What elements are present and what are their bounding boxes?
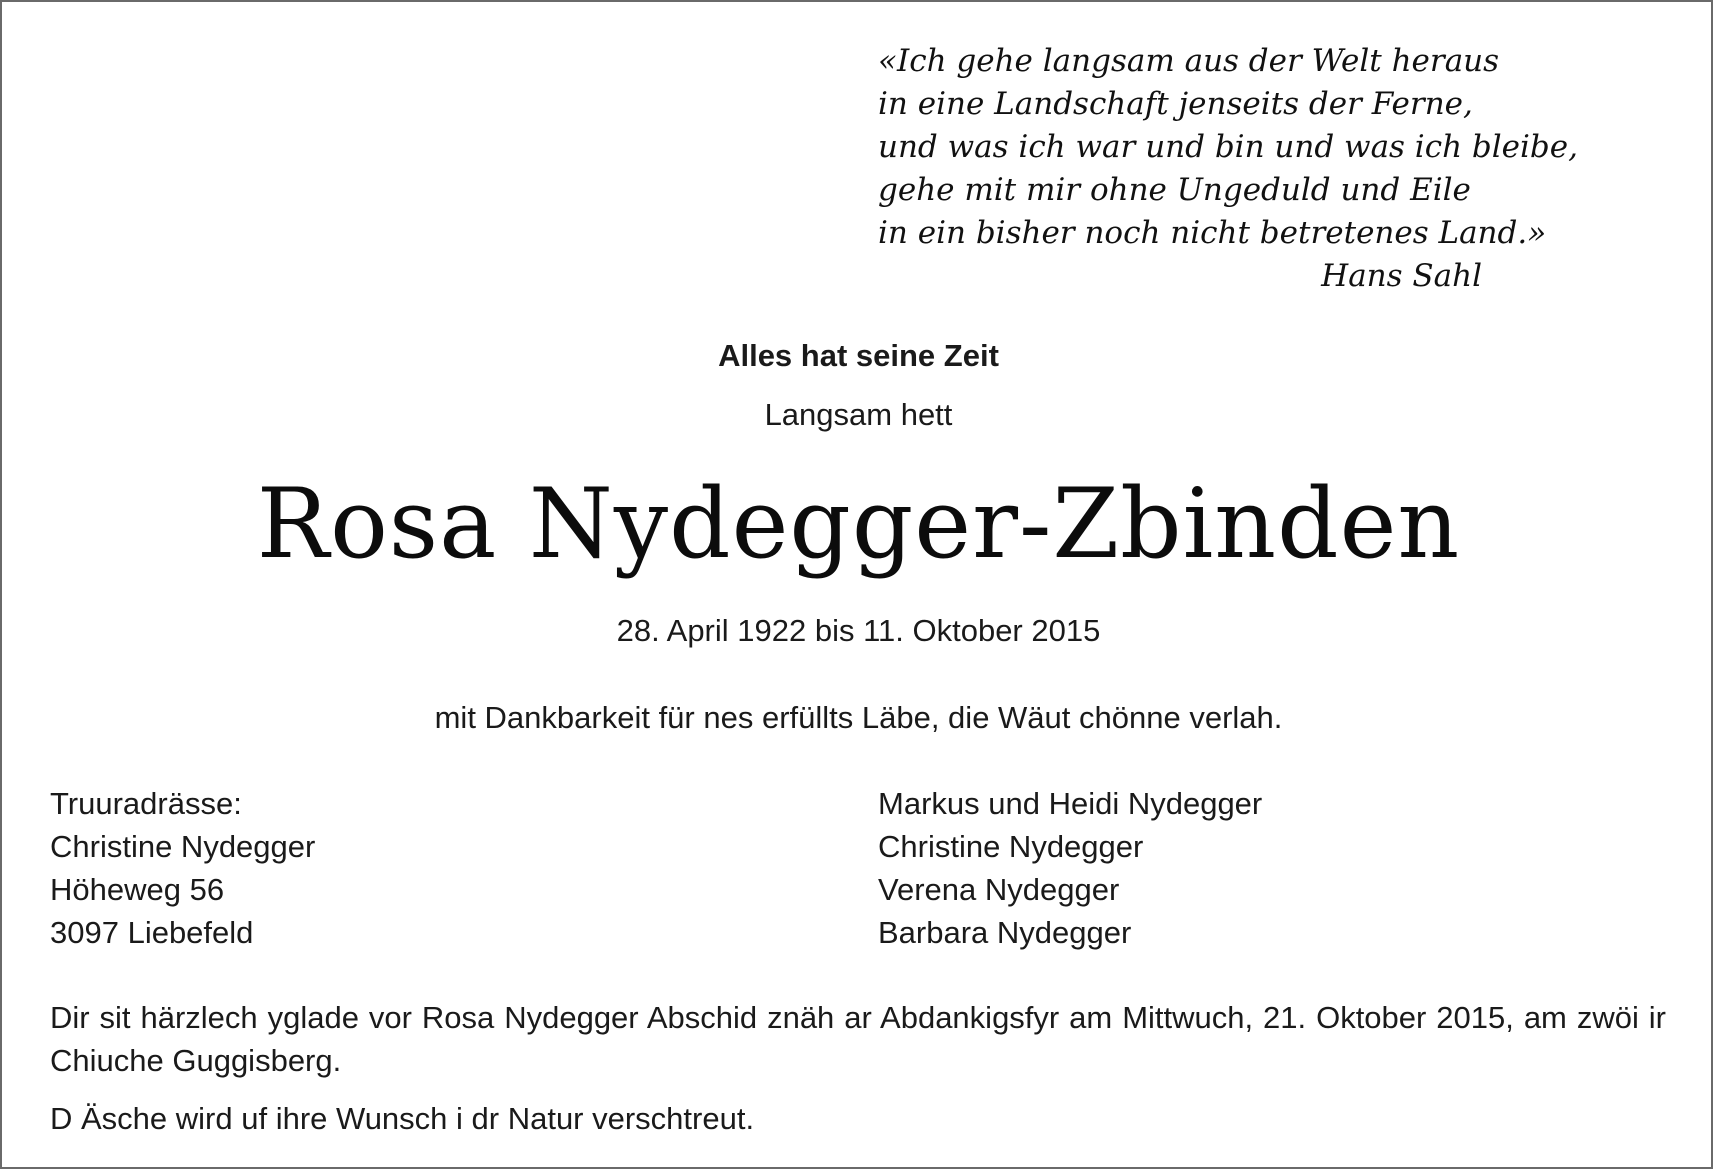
address-line: Höheweg 56 bbox=[50, 872, 225, 907]
mourning-address bbox=[50, 782, 315, 954]
family-member: Barbara Nydegger bbox=[878, 915, 1132, 950]
address-line: Christine Nydegger bbox=[50, 829, 316, 864]
quote-line: in ein bisher noch nicht betretenes Land.» bbox=[878, 215, 1547, 251]
ashes-note: D Äsche wird uf ihre Wunsch i dr Natur verschtreut. bbox=[50, 1101, 755, 1136]
family-member: Verena Nydegger bbox=[878, 872, 1120, 907]
life-dates: 28. April 1922 bis 11. Oktober 2015 bbox=[616, 613, 1101, 648]
quote-line: in eine Landschaft jenseits der Ferne, bbox=[878, 86, 1473, 122]
motto-heading: Alles hat seine Zeit bbox=[718, 338, 999, 373]
deceased-name: Rosa Nydegger-Zbinden bbox=[256, 468, 1461, 580]
family-list bbox=[878, 782, 1262, 954]
address-line: 3097 Liebefeld bbox=[50, 915, 254, 950]
quote-line: «Ich gehe langsam aus der Welt heraus bbox=[878, 43, 1500, 79]
funeral-invitation: Dir sit härzlech yglade vor Rosa Nydegger Abschid znäh ar Abdankigsfyr am Mittwuch, 21. Oktober 2015, am zwöi ir Chiuche Guggisberg. bbox=[50, 1000, 1666, 1078]
poem-quote bbox=[878, 40, 1578, 298]
quote-line: und was ich war und bin und was ich bleibe, bbox=[878, 129, 1578, 165]
family-member: Christine Nydegger bbox=[878, 829, 1144, 864]
family-member: Markus und Heidi Nydegger bbox=[878, 786, 1263, 821]
address-heading: Truuradrässe: bbox=[50, 786, 242, 821]
quote-author: Hans Sahl bbox=[1321, 258, 1482, 294]
quote-line: gehe mit mir ohne Ungeduld und Eile bbox=[878, 172, 1471, 208]
subline: Langsam hett bbox=[764, 397, 953, 432]
gratitude-line: mit Dankbarkeit für nes erfüllts Läbe, die Wäut chönne verlah. bbox=[434, 700, 1283, 735]
